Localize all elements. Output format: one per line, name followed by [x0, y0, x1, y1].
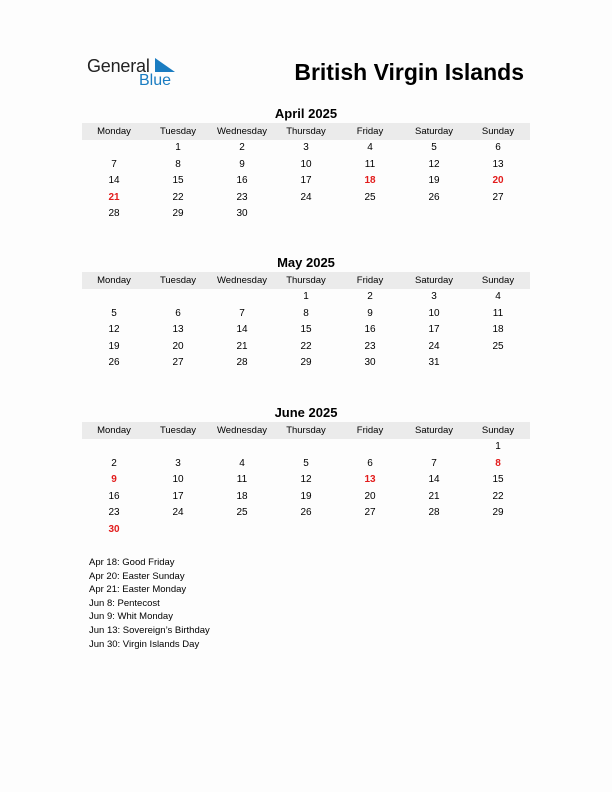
day-cell: [146, 522, 210, 539]
day-cell: 12: [428, 158, 440, 170]
day-cell: [338, 522, 402, 539]
day-cell: 10: [172, 474, 184, 486]
holiday-item: Jun 30: Virgin Islands Day: [89, 638, 200, 650]
day-cell: [82, 289, 146, 306]
day-cell: 29: [492, 507, 504, 519]
day-cell: 9: [367, 307, 373, 319]
day-cell: [466, 355, 530, 372]
day-cell: 18: [364, 175, 376, 187]
weekday-label: Sunday: [481, 425, 515, 436]
day-cell: 12: [108, 324, 120, 336]
day-cell: 13: [364, 474, 376, 486]
day-cell: 30: [364, 357, 376, 369]
day-cell: 2: [239, 142, 245, 153]
day-cell: 25: [364, 191, 376, 203]
month-june: [82, 405, 530, 539]
day-cell: 24: [172, 507, 184, 519]
day-cell: 27: [492, 191, 504, 203]
day-cell: [274, 206, 338, 223]
weekday-label: Wednesday: [217, 275, 267, 286]
logo: [87, 56, 187, 92]
day-cell: 19: [428, 175, 440, 187]
day-cell: 26: [428, 191, 440, 203]
day-cell: 5: [431, 142, 437, 153]
day-cell: 16: [364, 324, 376, 336]
day-cell: 24: [300, 191, 312, 203]
day-cell: [146, 289, 210, 306]
day-cell: [210, 439, 274, 456]
day-cell: 1: [495, 441, 501, 452]
holiday-item: Jun 13: Sovereign’s Birthday: [89, 624, 210, 636]
day-cell: 21: [236, 340, 248, 352]
day-cell: 22: [300, 340, 312, 352]
weekday-label: Thursday: [286, 275, 326, 286]
week-row: [82, 289, 530, 306]
day-cell: 24: [428, 340, 440, 352]
day-cell: 17: [172, 490, 184, 502]
weekday-label: Sunday: [481, 126, 515, 137]
day-cell: 5: [111, 307, 117, 319]
holiday-item: Apr 21: Easter Monday: [89, 584, 187, 596]
holiday-item: Apr 20: Easter Sunday: [89, 570, 185, 582]
weekday-header: [82, 422, 530, 439]
day-cell: 6: [367, 457, 373, 469]
weekday-label: Friday: [356, 425, 384, 436]
week-row: [82, 339, 530, 356]
day-cell: 22: [172, 191, 184, 203]
day-cell: [338, 439, 402, 456]
weekday-label: Wednesday: [217, 425, 267, 436]
weekday-label: Thursday: [286, 425, 326, 436]
day-cell: 27: [172, 357, 184, 369]
month-title: April 2025: [274, 106, 338, 121]
day-cell: [82, 140, 146, 157]
weekday-label: Saturday: [414, 425, 454, 436]
weekday-label: Monday: [97, 425, 131, 436]
weekday-label: Saturday: [414, 126, 454, 137]
weekday-label: Friday: [356, 126, 384, 137]
day-cell: [466, 206, 530, 223]
day-cell: 2: [111, 457, 117, 469]
day-cell: 3: [175, 457, 181, 469]
day-cell: 19: [108, 340, 120, 352]
day-cell: 13: [492, 158, 504, 170]
month-title: June 2025: [274, 405, 338, 420]
weekday-label: Monday: [97, 275, 131, 286]
day-cell: 20: [172, 340, 184, 352]
day-cell: 30: [108, 523, 120, 535]
day-cell: 29: [300, 357, 312, 369]
country-title: British Virgin Islands: [294, 59, 524, 85]
week-row: [82, 472, 530, 489]
week-row: [82, 173, 530, 190]
day-cell: [274, 522, 338, 539]
day-cell: 5: [303, 457, 309, 469]
week-row: [82, 322, 530, 339]
day-cell: 25: [492, 340, 504, 352]
month-may: [82, 255, 530, 372]
day-cell: 11: [492, 307, 504, 319]
week-row: [82, 439, 530, 456]
day-cell: [210, 289, 274, 306]
day-cell: 22: [492, 490, 504, 502]
holiday-item: Jun 9: Whit Monday: [89, 611, 173, 623]
day-cell: 15: [492, 474, 504, 486]
day-cell: [146, 439, 210, 456]
day-cell: 10: [300, 158, 312, 170]
day-cell: 6: [175, 307, 181, 319]
week-row: [82, 140, 530, 157]
day-cell: 26: [300, 507, 312, 519]
day-cell: 14: [236, 324, 248, 336]
day-cell: [82, 439, 146, 456]
logo-general-text: General: [87, 56, 150, 76]
day-cell: 8: [175, 158, 181, 170]
weekday-label: Wednesday: [217, 126, 267, 137]
week-row: [82, 190, 530, 207]
day-cell: 17: [300, 175, 312, 187]
day-cell: [402, 206, 466, 223]
day-cell: 25: [236, 507, 248, 519]
day-cell: 18: [236, 490, 248, 502]
day-cell: 8: [303, 307, 309, 319]
day-cell: 11: [364, 158, 376, 170]
day-cell: 9: [111, 474, 117, 486]
week-row: [82, 206, 530, 223]
weekday-label: Monday: [97, 126, 131, 137]
day-cell: 7: [431, 457, 437, 469]
day-cell: [210, 522, 274, 539]
day-cell: 21: [108, 191, 120, 203]
weekday-header: [82, 272, 530, 289]
day-cell: 23: [364, 340, 376, 352]
day-cell: [466, 522, 530, 539]
day-cell: 15: [300, 324, 312, 336]
day-cell: 23: [236, 191, 248, 203]
day-cell: 4: [367, 142, 373, 153]
week-row: [82, 522, 530, 539]
week-row: [82, 355, 530, 372]
day-cell: [338, 206, 402, 223]
holiday-item: Apr 18: Good Friday: [89, 557, 175, 568]
day-cell: 23: [108, 507, 120, 519]
weekday-label: Saturday: [414, 275, 454, 286]
weekday-header: [82, 123, 530, 140]
day-cell: [402, 522, 466, 539]
day-cell: 4: [495, 291, 501, 302]
weekday-label: Friday: [356, 275, 384, 286]
day-cell: 26: [108, 357, 120, 369]
weekday-label: Tuesday: [159, 275, 197, 286]
day-cell: 2: [367, 291, 373, 302]
day-cell: 31: [428, 357, 440, 369]
day-cell: 19: [300, 490, 312, 502]
day-cell: 16: [108, 490, 120, 502]
day-cell: 9: [239, 158, 245, 170]
month-title: May 2025: [277, 255, 335, 270]
weekday-label: Sunday: [481, 275, 515, 286]
weekday-label: Thursday: [286, 126, 326, 137]
day-cell: 20: [364, 490, 376, 502]
month-april: [82, 106, 530, 223]
day-cell: 1: [303, 291, 309, 302]
day-cell: 7: [111, 158, 117, 170]
day-cell: 4: [239, 457, 245, 469]
day-cell: 20: [492, 175, 504, 187]
day-cell: 21: [428, 490, 440, 502]
day-cell: [402, 439, 466, 456]
weekday-label: Tuesday: [159, 425, 197, 436]
day-cell: 11: [236, 474, 248, 486]
weekday-label: Tuesday: [159, 126, 197, 137]
day-cell: 3: [431, 291, 437, 302]
day-cell: 17: [428, 324, 440, 336]
day-cell: 30: [236, 208, 248, 220]
day-cell: 1: [175, 142, 181, 153]
day-cell: 27: [364, 507, 376, 519]
day-cell: 12: [300, 474, 312, 486]
day-cell: 18: [492, 324, 504, 336]
day-cell: 3: [303, 142, 309, 153]
day-cell: 8: [495, 457, 501, 469]
day-cell: [274, 439, 338, 456]
day-cell: 7: [239, 307, 245, 319]
day-cell: 14: [108, 175, 120, 187]
day-cell: 14: [428, 474, 440, 486]
week-row: [82, 157, 530, 174]
day-cell: 28: [108, 208, 120, 220]
day-cell: 15: [172, 175, 184, 187]
holiday-list: [89, 556, 210, 651]
day-cell: 10: [428, 307, 440, 319]
day-cell: 13: [172, 324, 184, 336]
day-cell: 16: [236, 175, 248, 187]
logo-blue-text: Blue: [139, 72, 172, 89]
logo-triangle-icon: [155, 58, 177, 74]
day-cell: 28: [236, 357, 248, 369]
day-cell: 6: [495, 142, 501, 153]
week-row: [82, 306, 530, 323]
week-row: [82, 489, 530, 506]
week-row: [82, 456, 530, 473]
holiday-item: Jun 8: Pentecost: [89, 597, 160, 609]
day-cell: 29: [172, 208, 184, 220]
week-row: [82, 505, 530, 522]
day-cell: 28: [428, 507, 440, 519]
